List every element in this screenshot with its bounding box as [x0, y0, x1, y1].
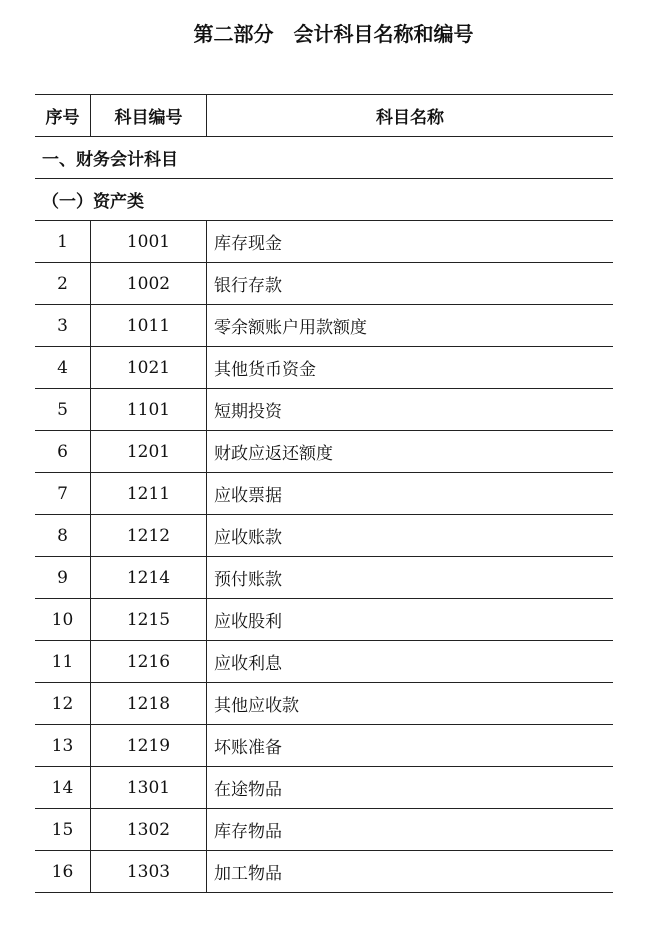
- row-no-cell: 16: [51, 861, 74, 882]
- row-name-cell: 在途物品: [207, 767, 614, 809]
- table-row: [35, 389, 613, 431]
- row-code-cell: 1201: [91, 431, 207, 473]
- table-row: [35, 305, 613, 347]
- row-code-cell: 1001: [91, 221, 207, 263]
- table-row: [35, 767, 613, 809]
- row-no-cell: 3: [57, 315, 68, 336]
- row-name-cell: 应收票据: [207, 473, 614, 515]
- table-row: [35, 683, 613, 725]
- section-label: 一、财务会计科目: [42, 150, 178, 170]
- row-name-cell: 应收利息: [207, 641, 614, 683]
- table-row: [35, 431, 613, 473]
- row-no-cell: 13: [51, 735, 74, 756]
- row-no-cell: 7: [57, 483, 68, 504]
- row-name-cell: 库存物品: [207, 809, 614, 851]
- row-no-cell: 8: [57, 525, 68, 546]
- row-no-cell: 10: [51, 609, 74, 630]
- row-name-cell: 财政应返还额度: [207, 431, 614, 473]
- table-row: [35, 725, 613, 767]
- row-no-cell: 1: [57, 231, 68, 252]
- header-code: 科目编号: [91, 95, 207, 137]
- row-code-cell: 1002: [91, 263, 207, 305]
- row-code-cell: 1302: [91, 809, 207, 851]
- row-name-cell: 预付账款: [207, 557, 614, 599]
- row-name-cell: 短期投资: [207, 389, 614, 431]
- row-no-cell: 14: [51, 777, 74, 798]
- row-code-cell: 1219: [91, 725, 207, 767]
- row-code-cell: 1212: [91, 515, 207, 557]
- row-code-cell: 1216: [91, 641, 207, 683]
- row-name-cell: 坏账准备: [207, 725, 614, 767]
- row-code-cell: 1101: [91, 389, 207, 431]
- row-no-cell: 9: [57, 567, 68, 588]
- row-code-cell: 1303: [91, 851, 207, 893]
- table-row: [35, 221, 613, 263]
- row-name-cell: 零余额账户用款额度: [207, 305, 614, 347]
- row-name-cell: 加工物品: [207, 851, 614, 893]
- row-code-cell: 1218: [91, 683, 207, 725]
- row-name-cell: 银行存款: [207, 263, 614, 305]
- row-code-cell: 1301: [91, 767, 207, 809]
- row-name-cell: 库存现金: [207, 221, 614, 263]
- row-code-cell: 1214: [91, 557, 207, 599]
- header-no: 序号: [45, 108, 80, 128]
- row-code-cell: 1215: [91, 599, 207, 641]
- table-header-row: [35, 95, 613, 137]
- row-no-cell: 2: [57, 273, 68, 294]
- row-name-cell: 其他应收款: [207, 683, 614, 725]
- table-row: [35, 557, 613, 599]
- row-no-cell: 4: [57, 357, 68, 378]
- table-row: [35, 809, 613, 851]
- row-name-cell: 应收账款: [207, 515, 614, 557]
- table-row: [35, 851, 613, 893]
- table-row: [35, 515, 613, 557]
- table-row: [35, 263, 613, 305]
- page-title: 第二部分 会计科目名称和编号: [193, 22, 474, 46]
- row-no-cell: 15: [51, 819, 74, 840]
- table-row: [35, 641, 613, 683]
- row-code-cell: 1011: [91, 305, 207, 347]
- table-row: [35, 473, 613, 515]
- row-code-cell: 1021: [91, 347, 207, 389]
- subsection-row: [35, 179, 613, 221]
- subsection-label: （一）资产类: [42, 192, 144, 212]
- header-name: 科目名称: [207, 95, 614, 137]
- table-row: [35, 347, 613, 389]
- row-no-cell: 12: [51, 693, 74, 714]
- section-row: [35, 137, 613, 179]
- row-no-cell: 6: [57, 441, 68, 462]
- row-no-cell: 11: [51, 651, 74, 672]
- row-no-cell: 5: [57, 399, 68, 420]
- row-name-cell: 应收股利: [207, 599, 614, 641]
- table-row: [35, 599, 613, 641]
- account-table: [35, 94, 613, 893]
- row-code-cell: 1211: [91, 473, 207, 515]
- row-name-cell: 其他货币资金: [207, 347, 614, 389]
